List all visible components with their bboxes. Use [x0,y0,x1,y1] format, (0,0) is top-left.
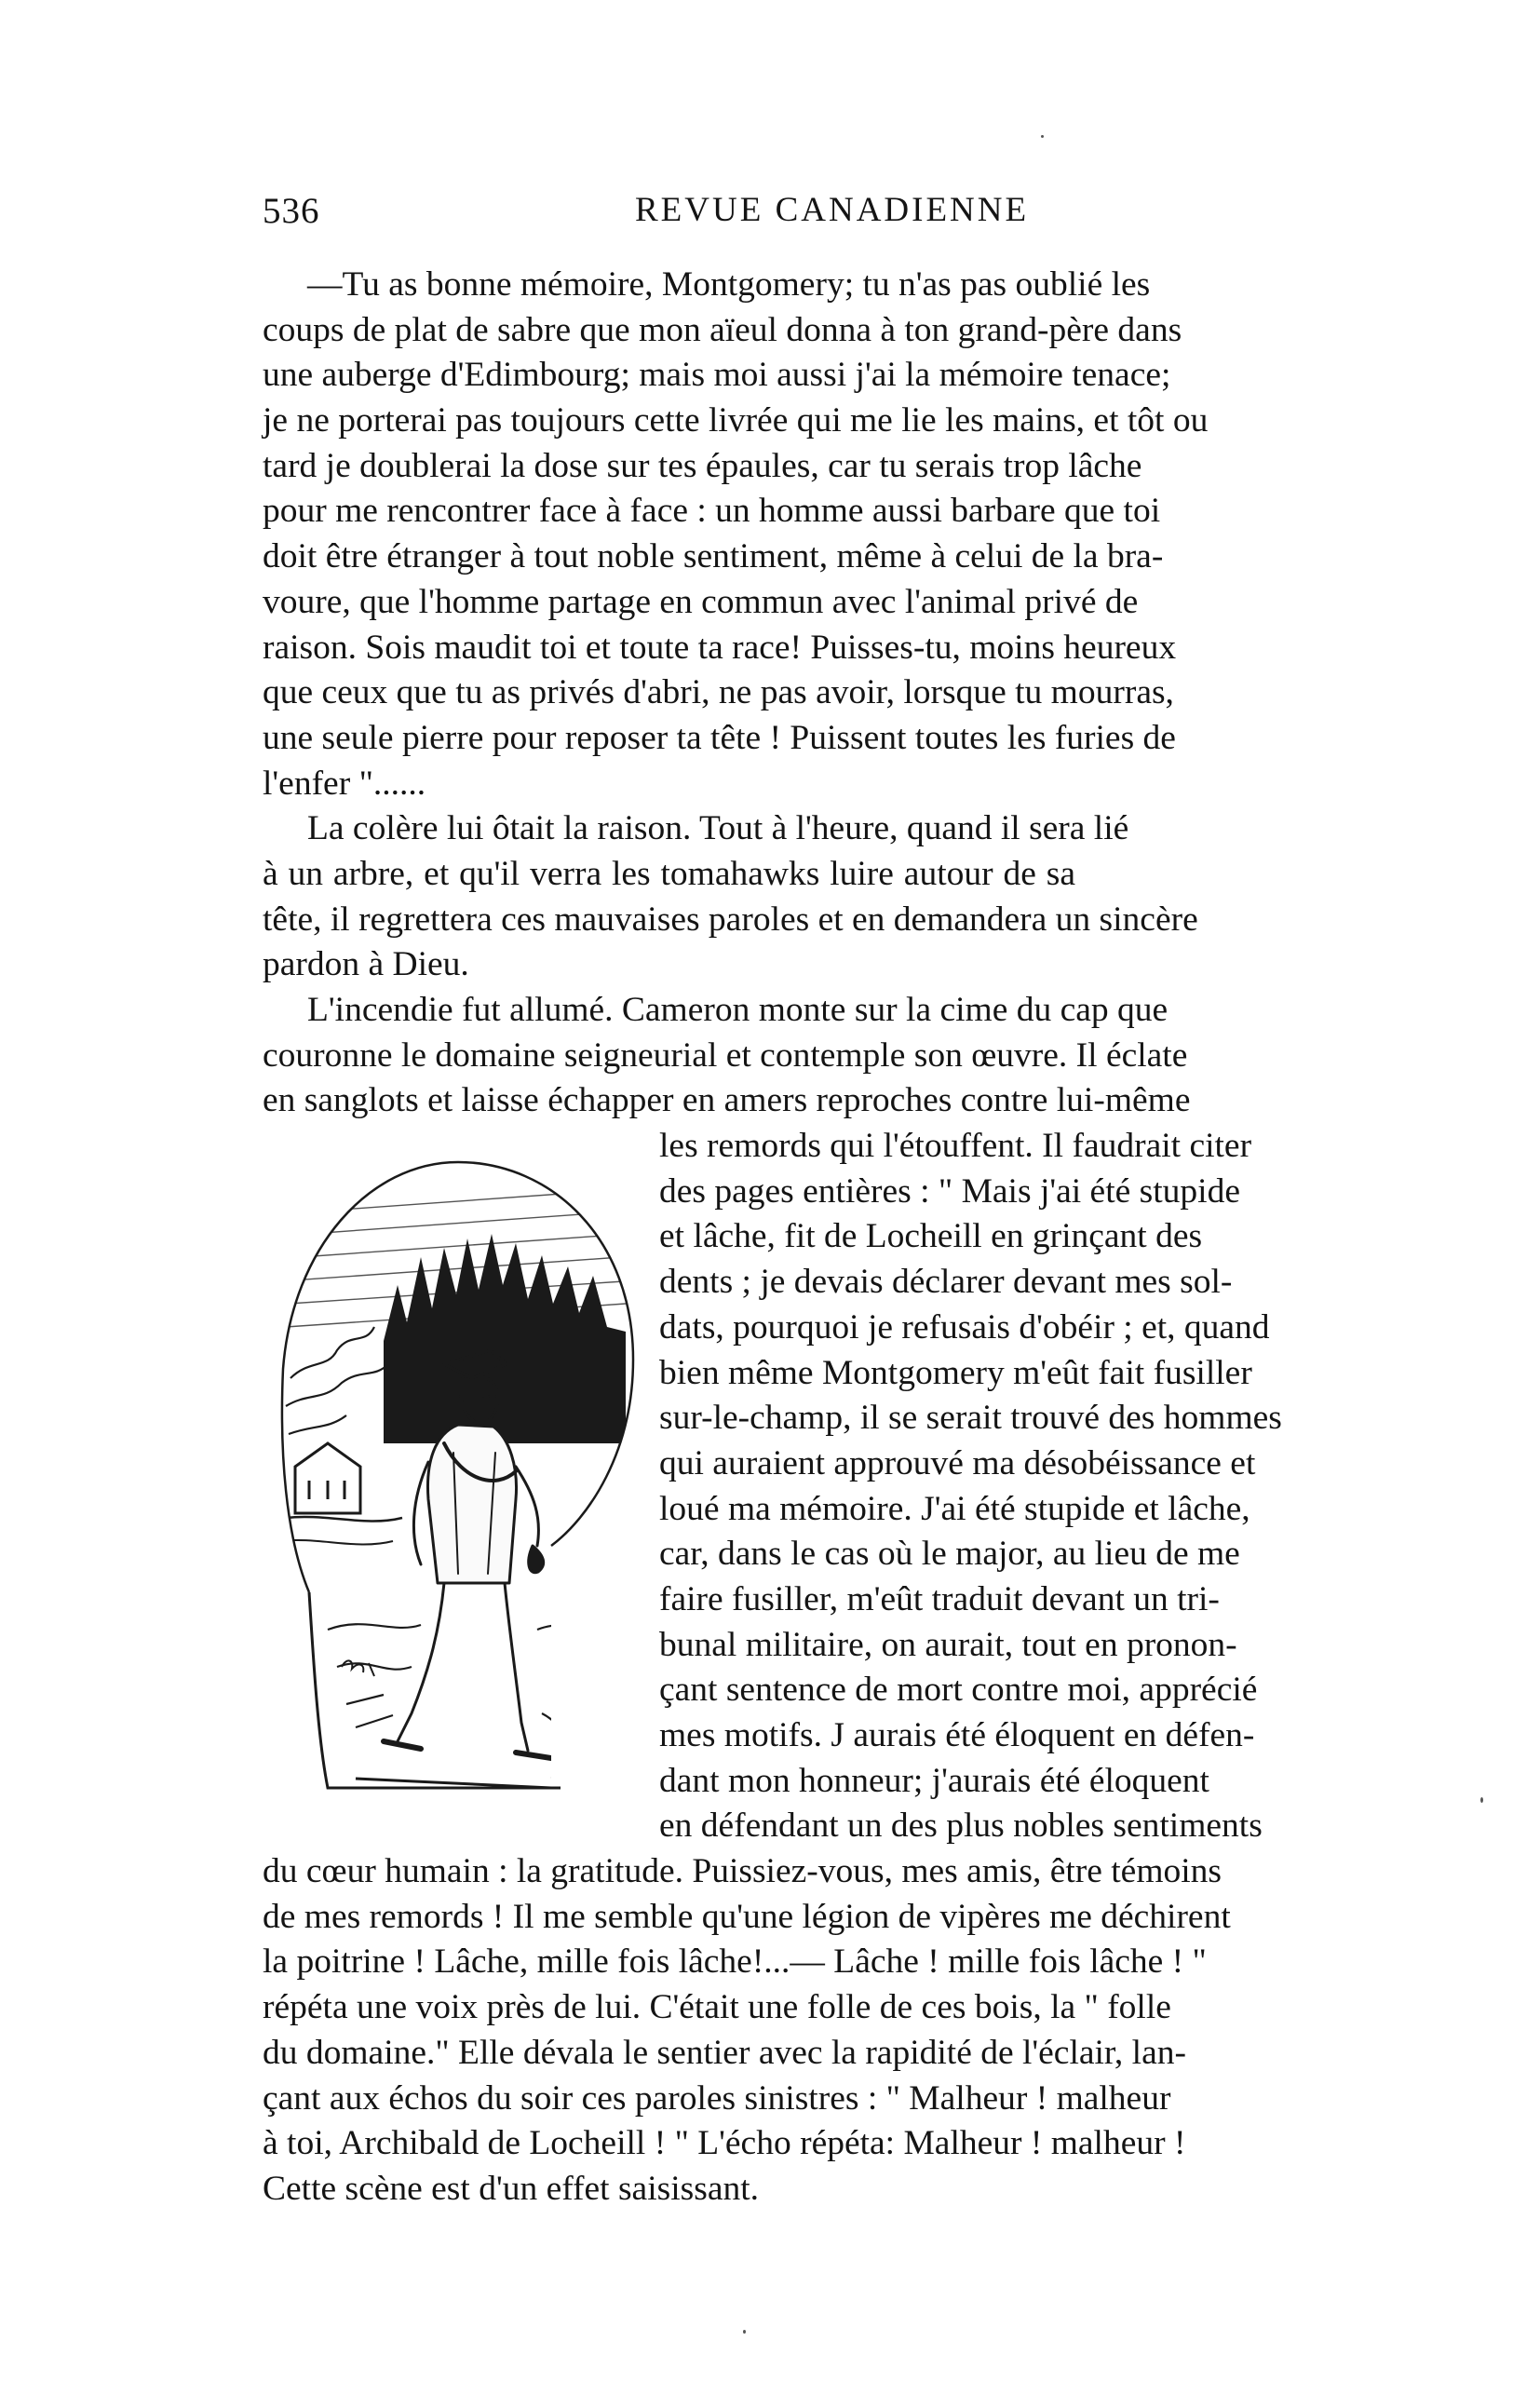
text-line: et lâche, fit de Locheill en grinçant des [659,1217,1203,1256]
text-line: l'enfer "...... [263,764,426,803]
text-line: du domaine." Elle dévala le sentier avec la rapidité de l'éclair, lan- [263,2033,1186,2072]
print-speck [743,2330,746,2334]
text-line: répéta une voix près de lui. C'était une folle de ces bois, la " folle [263,1988,1171,2027]
text-line: de mes remords ! Il me semble qu'une légion de vipères me déchirent [263,1897,1231,1936]
text-line: dents ; je devais déclarer devant mes sol- [659,1263,1233,1302]
text-line: tard je doublerai la dose sur tes épaules, car tu serais trop lâche [263,446,1142,485]
paragraph-1 [263,263,1209,806]
text-line: coups de plat de sabre que mon aïeul donna à ton grand-père dans [263,310,1182,349]
text-line: qui auraient approuvé ma désobéissance et [659,1443,1256,1482]
text-line: Cette scène est d'un effet saisissant. [263,2169,760,2208]
paragraph-2 [263,806,1198,988]
text-line: des pages entières : " Mais j'ai été stupide [659,1171,1240,1211]
text-line: que ceux que tu as privés d'abri, ne pas avoir, lorsque tu mourras, [263,673,1174,712]
text-line: du cœur humain : la gratitude. Puissiez-vous, mes amis, être témoins [263,1852,1223,1891]
text-line: la poitrine ! Lâche, mille fois lâche!...— Lâche ! mille fois lâche ! " [263,1942,1207,1982]
page-number: 536 [263,191,320,231]
text-line: une auberge d'Edimbourg; mais moi aussi j'ai la mémoire tenace; [263,356,1171,395]
text-line: car, dans le cas où le major, au lieu de me [659,1535,1240,1574]
text-line: bien même Montgomery m'eût fait fusiller [659,1353,1252,1392]
text-line: pardon à Dieu. [263,945,469,984]
text-line: loué ma mémoire. J'ai été stupide et lâche, [659,1489,1250,1528]
text-line: couronne le domaine seigneurial et contemple son œuvre. Il éclate [263,1035,1188,1075]
text-line: en sanglots et laisse échapper en amers reproches contre lui-même [263,1081,1191,1120]
text-line: à toi, Archibald de Locheill ! " L'écho répéta: Malheur ! malheur ! [263,2124,1186,2163]
print-speck [1480,1797,1483,1803]
text-line: raison. Sois maudit toi et toute ta race! Puisses-tu, moins heureux [263,628,1177,667]
text-line: les remords qui l'étouffent. Il faudrait citer [659,1127,1252,1166]
running-title: REVUE CANADIENNE [635,191,1030,229]
text-line: sur-le-champ, il se serait trouvé des hommes [659,1399,1282,1438]
text-line: La colère lui ôtait la raison. Tout à l'heure, quand il sera lié [307,809,1129,848]
text-line: en défendant un des plus nobles sentiments [659,1807,1263,1846]
text-line: je ne porterai pas toujours cette livrée qui me lie les mains, et tôt ou [263,401,1209,440]
text-line: une seule pierre pour reposer ta tête ! Puissent toutes les furies de [263,718,1176,757]
text-line: çant aux échos du soir ces paroles sinistres : " Malheur ! malheur [263,2078,1171,2118]
engraving-illustration-icon [272,1145,644,1797]
print-speck [1041,135,1044,138]
text-line: faire fusiller, m'eût traduit devant un tri- [659,1579,1220,1618]
text-line: doit être étranger à tout noble sentiment, même à celui de la bra- [263,537,1164,576]
text-line: dats, pourquoi je refusais d'obéir ; et, quand [659,1307,1270,1347]
text-line: çant sentence de mort contre moi, apprécié [659,1671,1258,1710]
text-line: —Tu as bonne mémoire, Montgomery; tu n'as pas oublié les [307,265,1151,304]
page-header [263,190,1075,237]
text-line: dant mon honneur; j'aurais été éloquent [659,1761,1209,1800]
text-line: mes motifs. J aurais été éloquent en défen- [659,1716,1255,1754]
text-line: bunal militaire, on aurait, tout en pronon- [659,1625,1237,1664]
text-line: L'incendie fut allumé. Cameron monte sur la cime du cap que [307,991,1169,1029]
text-line: à un arbre, et qu'il verra les tomahawks luire autour de sa [263,854,1075,893]
text-line: tête, il regrettera ces mauvaises paroles et en demandera un sincère [263,900,1198,939]
text-line: voure, que l'homme partage en commun avec l'animal privé de [263,582,1139,621]
text-line: pour me rencontrer face à face : un homme aussi barbare que toi [263,492,1161,531]
